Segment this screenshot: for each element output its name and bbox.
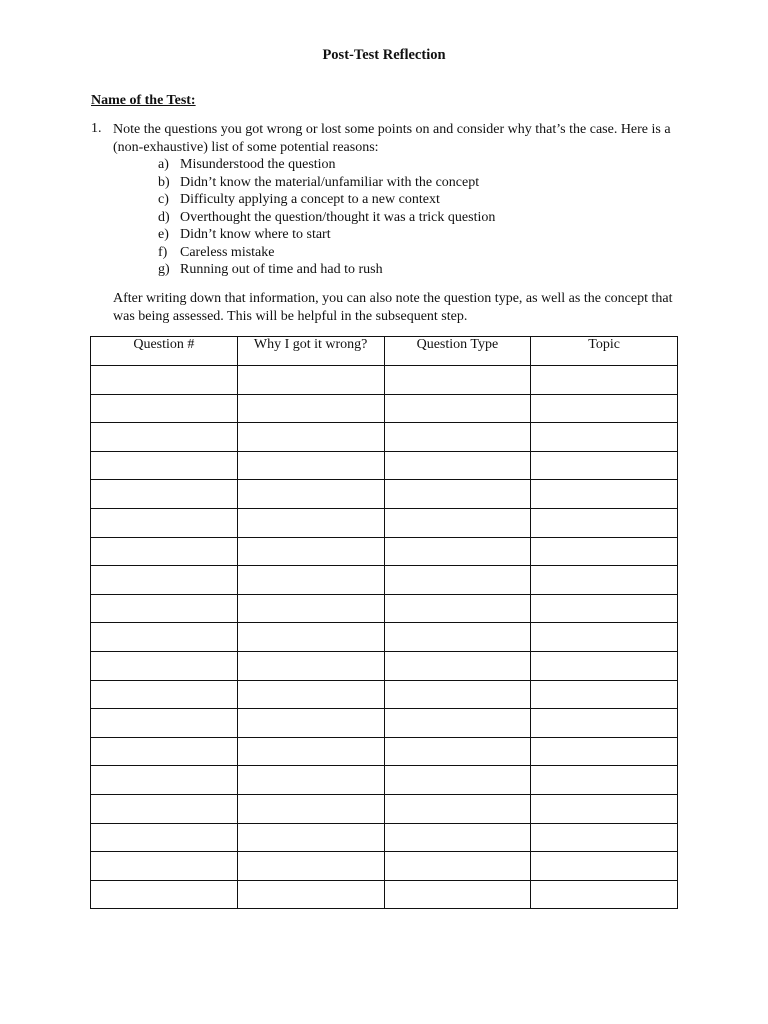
table-cell[interactable] [237, 537, 384, 566]
table-cell[interactable] [237, 709, 384, 738]
table-cell[interactable] [91, 594, 238, 623]
table-cell[interactable] [91, 737, 238, 766]
table-cell[interactable] [531, 594, 678, 623]
table-cell[interactable] [237, 794, 384, 823]
table-cell[interactable] [91, 709, 238, 738]
reason-letter: b) [158, 174, 170, 190]
table-cell[interactable] [237, 880, 384, 909]
table-row [91, 623, 678, 652]
table-cell[interactable] [237, 737, 384, 766]
table-cell[interactable] [531, 451, 678, 480]
table-header-row [91, 337, 678, 366]
table-cell[interactable] [91, 852, 238, 881]
table-row [91, 680, 678, 709]
table-cell[interactable] [531, 823, 678, 852]
table-cell[interactable] [237, 508, 384, 537]
reason-letter: a) [158, 157, 169, 172]
reason-text: Misunderstood the question [180, 157, 336, 172]
column-header-why-wrong: Why I got it wrong? [237, 337, 384, 366]
table-cell[interactable] [384, 766, 531, 795]
table-row [91, 566, 678, 595]
table-row [91, 508, 678, 537]
table-cell[interactable] [237, 366, 384, 395]
table-row [91, 366, 678, 395]
table-cell[interactable] [531, 852, 678, 881]
table-cell[interactable] [531, 423, 678, 452]
table-cell[interactable] [91, 566, 238, 595]
reason-letter: g) [158, 262, 170, 277]
table-cell[interactable] [531, 794, 678, 823]
table-cell[interactable] [531, 709, 678, 738]
table-cell[interactable] [384, 680, 531, 709]
table-cell[interactable] [91, 480, 238, 509]
table-row [91, 394, 678, 423]
table-cell[interactable] [91, 508, 238, 537]
reason-letter: f) [158, 244, 168, 260]
table-cell[interactable] [384, 651, 531, 680]
table-row [91, 594, 678, 623]
table-cell[interactable] [531, 566, 678, 595]
table-row [91, 423, 678, 452]
table-cell[interactable] [384, 566, 531, 595]
reason-item [158, 156, 495, 174]
table-row [91, 880, 678, 909]
table-cell[interactable] [237, 594, 384, 623]
reason-item [158, 244, 495, 262]
table-cell[interactable] [237, 852, 384, 881]
reason-item [158, 209, 495, 227]
table-cell[interactable] [237, 566, 384, 595]
table-body [91, 366, 678, 909]
table-cell[interactable] [91, 880, 238, 909]
column-header-question-number: Question # [91, 337, 238, 366]
table-cell[interactable] [91, 794, 238, 823]
reason-item [158, 261, 495, 279]
table-cell[interactable] [531, 508, 678, 537]
table-cell[interactable] [91, 394, 238, 423]
column-header-question-type: Question Type [384, 337, 531, 366]
table-cell[interactable] [531, 766, 678, 795]
table-cell[interactable] [384, 451, 531, 480]
table-cell[interactable] [237, 623, 384, 652]
table-cell[interactable] [91, 651, 238, 680]
table-row [91, 709, 678, 738]
reason-text: Didn’t know where to start [180, 227, 331, 242]
table-cell[interactable] [384, 366, 531, 395]
table-row [91, 537, 678, 566]
table-cell[interactable] [384, 480, 531, 509]
reason-item [158, 226, 495, 244]
reason-text: Overthought the question/thought it was a trick question [180, 209, 496, 225]
table-cell[interactable] [384, 880, 531, 909]
table-row [91, 651, 678, 680]
table-cell[interactable] [237, 480, 384, 509]
table-cell[interactable] [384, 737, 531, 766]
reason-letter: e) [158, 227, 169, 242]
table-cell[interactable] [91, 366, 238, 395]
table-cell[interactable] [384, 537, 531, 566]
table-cell[interactable] [91, 680, 238, 709]
page-title: Post-Test Reflection [322, 47, 446, 63]
table-cell[interactable] [237, 394, 384, 423]
reason-text: Careless mistake [180, 244, 275, 260]
table-cell[interactable] [237, 423, 384, 452]
table-cell[interactable] [531, 623, 678, 652]
reason-text: Running out of time and had to rush [180, 262, 383, 277]
table-cell[interactable] [91, 537, 238, 566]
table-row [91, 480, 678, 509]
follow-up-paragraph: After writing down that information, you can also note the question type, as well as the concept that was being assessed. This will be helpful in the subsequent step. [113, 291, 673, 324]
table-cell[interactable] [91, 766, 238, 795]
table-cell[interactable] [91, 423, 238, 452]
table-cell[interactable] [237, 766, 384, 795]
table-cell[interactable] [531, 737, 678, 766]
question-text: Note the questions you got wrong or lost some points on and consider why that’s the case. Here is a (non-exhaustive) list of some potential reasons: [113, 122, 671, 155]
table-cell[interactable] [384, 709, 531, 738]
reason-letter: c) [158, 192, 169, 207]
reason-item [158, 191, 495, 209]
table-cell[interactable] [384, 823, 531, 852]
table-cell[interactable] [384, 623, 531, 652]
reflection-table [90, 336, 678, 909]
test-name-label: Name of the Test: [91, 93, 196, 108]
table-cell[interactable] [91, 823, 238, 852]
table-cell[interactable] [91, 451, 238, 480]
table-cell[interactable] [384, 852, 531, 881]
table-cell[interactable] [237, 680, 384, 709]
table-row [91, 451, 678, 480]
reason-letter: d) [158, 209, 170, 225]
reason-text: Difficulty applying a concept to a new context [180, 192, 440, 207]
table-cell[interactable] [531, 537, 678, 566]
table-cell[interactable] [384, 794, 531, 823]
reason-text: Didn’t know the material/unfamiliar with the concept [180, 174, 480, 190]
table-cell[interactable] [237, 451, 384, 480]
table-row [91, 766, 678, 795]
question-number: 1. [91, 121, 102, 136]
table-cell[interactable] [91, 623, 238, 652]
table-cell[interactable] [237, 651, 384, 680]
table-row [91, 852, 678, 881]
reasons-list [158, 156, 495, 279]
table-cell[interactable] [531, 480, 678, 509]
table-row [91, 794, 678, 823]
table-cell[interactable] [384, 508, 531, 537]
table-cell[interactable] [531, 651, 678, 680]
reason-item [158, 174, 495, 192]
table-cell[interactable] [531, 680, 678, 709]
table-cell[interactable] [384, 594, 531, 623]
table-row [91, 823, 678, 852]
column-header-topic: Topic [531, 337, 678, 366]
table-cell[interactable] [384, 423, 531, 452]
table-cell[interactable] [531, 394, 678, 423]
table-cell[interactable] [237, 823, 384, 852]
table-row [91, 737, 678, 766]
table-cell[interactable] [531, 880, 678, 909]
table-cell[interactable] [384, 394, 531, 423]
table-cell[interactable] [531, 366, 678, 395]
